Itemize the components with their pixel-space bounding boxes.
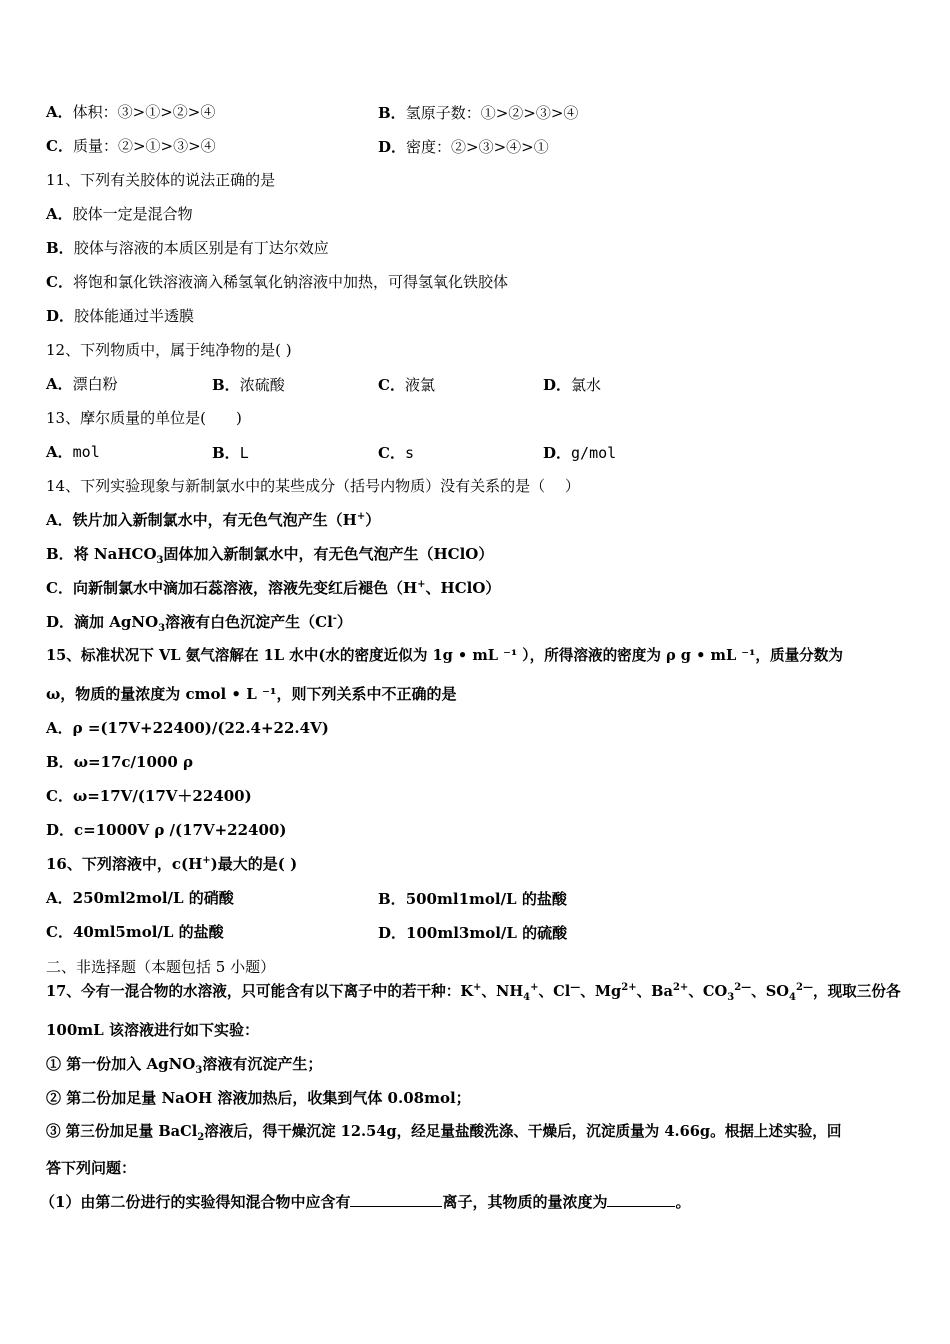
q11-option-b bbox=[46, 238, 329, 258]
option-text: 将 NaHCO bbox=[73, 545, 157, 563]
q13-option-c bbox=[378, 442, 414, 463]
option-text: 将饱和氯化铁溶液滴入稀氢氧化钠溶液中加热，可得氢氧化铁胶体 bbox=[72, 273, 508, 291]
q14-option-b bbox=[46, 544, 493, 564]
answer-blank-concentration[interactable] bbox=[607, 1192, 675, 1207]
option-label: B． bbox=[378, 104, 406, 122]
experiment-text: ① 第一份加入 AgNO bbox=[46, 1055, 196, 1073]
option-text: 向新制氯水中滴加石蕊溶液，溶液先变红后褪色（H bbox=[72, 579, 418, 597]
q16-stem bbox=[46, 854, 297, 874]
q10-option-b bbox=[378, 102, 578, 123]
option-text: 漂白粉 bbox=[72, 375, 118, 393]
q15-stem-line2: ω，物质的量浓度为 cmol • L ⁻¹，则下列关系中不正确的是 bbox=[46, 685, 457, 703]
option-label: A． bbox=[46, 443, 73, 461]
experiment-text: 溶液后，得干燥沉淀 12.54g，经足量盐酸洗涤、干燥后，沉淀质量为 4.66g。根据上述实验，回 bbox=[204, 1123, 842, 1140]
option-text: 溶液有白色沉淀产生（Cl bbox=[165, 613, 333, 631]
option-text: 滴加 AgNO bbox=[74, 613, 159, 631]
option-label: A． bbox=[46, 511, 73, 529]
option-text: 体积：③>①>②>④ bbox=[72, 103, 216, 121]
option-label: C． bbox=[46, 273, 73, 291]
option-text: 质量：②>①>③>④ bbox=[72, 137, 216, 155]
superscript: + bbox=[202, 855, 211, 866]
q11-option-a bbox=[46, 204, 193, 224]
q17-experiment-3-line2: 答下列问题： bbox=[46, 1159, 137, 1177]
q15-option-c bbox=[46, 786, 252, 806]
q14-option-c bbox=[46, 578, 500, 598]
ion-text: 、SO bbox=[751, 983, 790, 1000]
question-text: 。 bbox=[675, 1193, 691, 1211]
q10-option-d bbox=[378, 136, 549, 157]
option-text: 铁片加入新制氯水中，有无色气泡产生（H bbox=[72, 511, 357, 529]
q15-option-b bbox=[46, 752, 193, 772]
q16-option-a bbox=[46, 888, 234, 908]
q17-experiment-1 bbox=[46, 1054, 322, 1074]
ion-text: 、Mg bbox=[580, 983, 622, 1000]
option-label: C． bbox=[46, 923, 73, 941]
option-label: A． bbox=[46, 719, 73, 737]
q15-stem-line1: 15、标准状况下 VL 氨气溶解在 1L 水中(水的密度近似为 1g • mL ⁻¹ ），所得溶液的密度为 ρ g • mL ⁻¹，质量分数为 bbox=[46, 647, 843, 664]
q17-stem-line2: 100mL 该溶液进行如下实验： bbox=[46, 1021, 259, 1039]
question-text: 离子，其物质的量浓度为 bbox=[442, 1193, 608, 1211]
q16-option-d bbox=[378, 922, 567, 943]
option-text: ） bbox=[336, 613, 352, 631]
option-label: D． bbox=[543, 376, 572, 394]
option-label: C． bbox=[378, 444, 405, 462]
answer-blank-ion[interactable] bbox=[350, 1192, 442, 1207]
subscript: 3 bbox=[156, 555, 164, 566]
option-text: ω=17c/1000 ρ bbox=[73, 753, 193, 771]
option-text: L bbox=[239, 444, 249, 462]
superscript: 2+ bbox=[621, 982, 637, 994]
subscript: 3 bbox=[195, 1065, 203, 1076]
q13-stem: 13、摩尔质量的单位是( ) bbox=[46, 409, 242, 427]
stem-text: 16、下列溶液中，c(H bbox=[46, 855, 203, 873]
option-text: 250ml2mol/L 的硝酸 bbox=[72, 889, 234, 907]
subscript: 2 bbox=[197, 1131, 205, 1143]
option-label: A． bbox=[46, 103, 73, 121]
ion-text: 、Cl bbox=[538, 983, 571, 1000]
stem-text: )最大的是( ) bbox=[210, 855, 298, 873]
option-text: ρ =(17V+22400)/(22.4+22.4V) bbox=[72, 719, 329, 737]
q17-experiment-2: ② 第二份加足量 NaOH 溶液加热后，收集到气体 0.08mol； bbox=[46, 1089, 471, 1107]
experiment-text: ③ 第三份加足量 BaCl bbox=[46, 1123, 198, 1140]
subscript: 3 bbox=[727, 991, 735, 1003]
stem-text: ，现取三份各 bbox=[812, 983, 901, 1000]
question-text: （1）由第二份进行的实验得知混合物中应含有 bbox=[40, 1193, 351, 1211]
q11-stem: 11、下列有关胶体的说法正确的是 bbox=[46, 171, 276, 189]
option-text: 100ml3mol/L 的硫酸 bbox=[406, 924, 568, 942]
q12-option-c bbox=[378, 374, 435, 395]
option-label: B． bbox=[378, 890, 406, 908]
stem-text: 17、今有一混合物的水溶液，只可能含有以下离子中的若干种：K bbox=[46, 983, 474, 1000]
option-label: B． bbox=[212, 444, 240, 462]
option-text: mol bbox=[72, 443, 100, 461]
q15-option-a bbox=[46, 718, 329, 738]
q16-option-c bbox=[46, 922, 224, 942]
q16-option-b bbox=[378, 888, 567, 909]
q11-option-c bbox=[46, 272, 508, 292]
option-text: 500ml1mol/L 的盐酸 bbox=[405, 890, 567, 908]
q11-option-d bbox=[46, 306, 194, 326]
q13-option-b bbox=[212, 442, 249, 463]
q17-experiment-3 bbox=[46, 1122, 841, 1142]
superscript: + bbox=[530, 982, 539, 994]
subscript: 4 bbox=[523, 991, 531, 1003]
q12-stem: 12、下列物质中，属于纯净物的是( ) bbox=[46, 341, 292, 359]
option-text: 密度：②>③>④>① bbox=[406, 138, 549, 156]
q17-sub-question-1 bbox=[40, 1192, 690, 1212]
q12-option-d bbox=[543, 374, 601, 395]
option-text: 、HClO） bbox=[425, 579, 501, 597]
option-text: 液氯 bbox=[404, 376, 435, 394]
superscript: 2— bbox=[734, 982, 752, 994]
q14-option-a bbox=[46, 510, 380, 530]
q17-stem-line1 bbox=[46, 982, 901, 1002]
experiment-text: 溶液有沉淀产生； bbox=[202, 1055, 323, 1073]
option-label: D． bbox=[378, 138, 407, 156]
option-text: 胶体能通过半透膜 bbox=[74, 307, 195, 325]
option-label: D． bbox=[378, 924, 407, 942]
subscript: 4 bbox=[789, 991, 796, 1003]
q10-option-c bbox=[46, 136, 216, 156]
option-label: C． bbox=[378, 376, 405, 394]
option-label: C． bbox=[46, 787, 73, 805]
superscript: - bbox=[332, 613, 337, 624]
q12-option-a bbox=[46, 374, 118, 394]
option-text: ω=17V/(17V＋22400) bbox=[72, 787, 252, 805]
option-text: 固体加入新制氯水中，有无色气泡产生（HClO） bbox=[163, 545, 494, 563]
q14-stem: 14、下列实验现象与新制氯水中的某些成分（括号内物质）没有关系的是（ ） bbox=[46, 477, 580, 495]
superscript: + bbox=[417, 579, 426, 590]
superscript: 2+ bbox=[672, 982, 689, 994]
option-label: B． bbox=[46, 753, 74, 771]
option-label: A． bbox=[46, 889, 73, 907]
subscript: 3 bbox=[158, 623, 166, 634]
option-text: ） bbox=[365, 511, 381, 529]
option-label: B． bbox=[212, 376, 240, 394]
option-text: 浓硫酸 bbox=[239, 376, 285, 394]
option-label: D． bbox=[46, 307, 75, 325]
superscript: — bbox=[570, 982, 581, 994]
option-label: C． bbox=[46, 579, 73, 597]
ion-text: 、CO bbox=[688, 983, 728, 1000]
option-label: D． bbox=[543, 444, 572, 462]
superscript: + bbox=[356, 511, 366, 522]
option-label: A． bbox=[46, 375, 73, 393]
option-text: s bbox=[404, 444, 414, 462]
option-text: c=1000V ρ /(17V+22400) bbox=[74, 821, 287, 839]
q13-option-a bbox=[46, 442, 100, 462]
q15-option-d bbox=[46, 820, 286, 840]
q13-option-d bbox=[543, 442, 616, 463]
superscript: + bbox=[473, 982, 482, 994]
option-text: 40ml5mol/L 的盐酸 bbox=[72, 923, 224, 941]
option-text: g/mol bbox=[571, 444, 617, 462]
option-label: A． bbox=[46, 205, 73, 223]
option-label: B． bbox=[46, 239, 74, 257]
q10-option-a bbox=[46, 102, 215, 122]
option-label: C． bbox=[46, 137, 73, 155]
section2-heading: 二、非选择题（本题包括 5 小题） bbox=[46, 958, 276, 976]
option-label: D． bbox=[46, 821, 75, 839]
option-text: 胶体一定是混合物 bbox=[72, 205, 193, 223]
superscript: 2— bbox=[796, 982, 813, 994]
option-label: D． bbox=[46, 613, 75, 631]
q14-option-d bbox=[46, 612, 352, 632]
ion-text: 、Ba bbox=[636, 983, 673, 1000]
option-text: 胶体与溶液的本质区别是有丁达尔效应 bbox=[73, 239, 329, 257]
q12-option-b bbox=[212, 374, 285, 395]
option-text: 氯水 bbox=[571, 376, 602, 394]
option-label: B． bbox=[46, 545, 74, 563]
option-text: 氢原子数：①>②>③>④ bbox=[405, 104, 579, 122]
ion-text: 、NH bbox=[481, 983, 524, 1000]
